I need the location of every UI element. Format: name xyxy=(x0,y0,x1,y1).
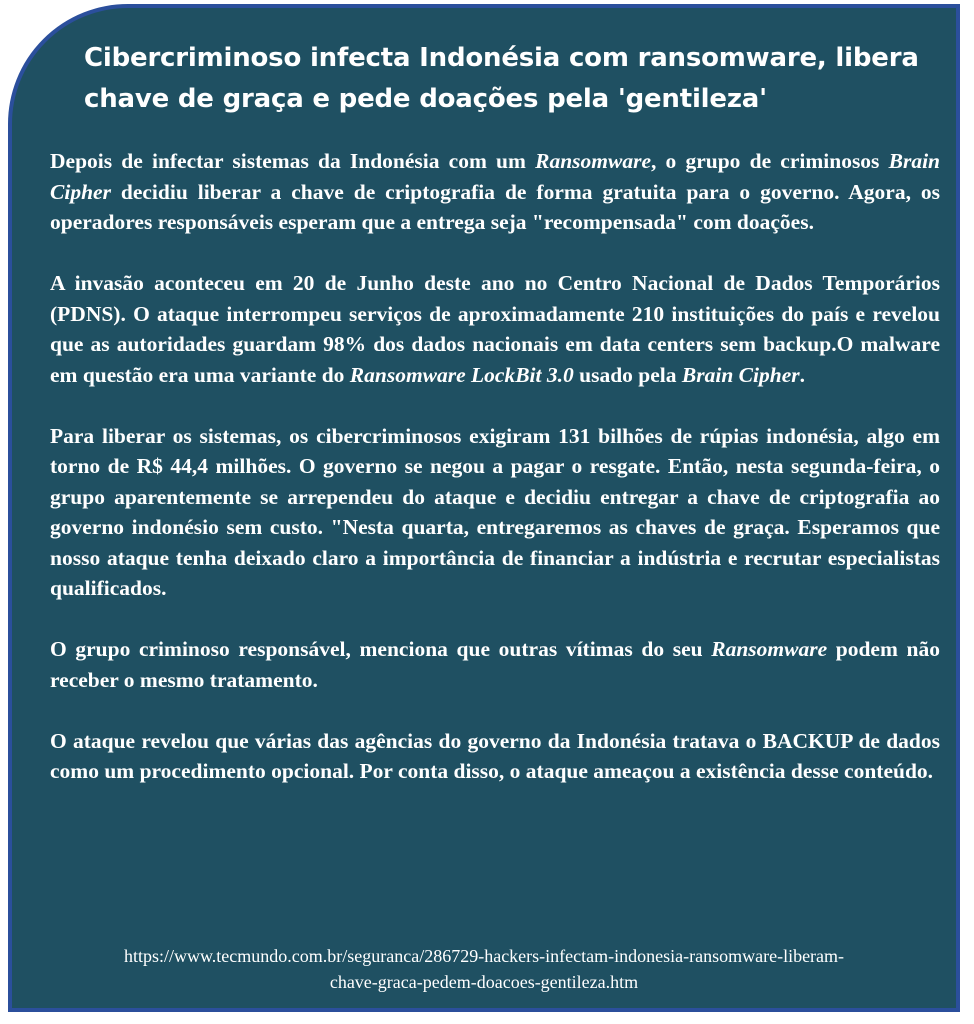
paragraph-1-emphasis-brain-cipher: Brain Cipher xyxy=(50,149,940,204)
paragraph-5: O ataque revelou que várias das agências do governo da Indonésia tratava o BACKUP de dados como um procedimento opcional. Por conta disso, o ataque ameaçou a existência desse conteúdo. xyxy=(50,728,940,783)
paragraph-1-text-c: , o grupo de criminosos xyxy=(651,149,889,173)
paragraph-2-text-c: usado pela xyxy=(573,362,682,387)
paragraph-1-text-e: decidiu liberar a chave de criptografia de forma gratuita para o governo. Agora, os operadores responsáveis esperam que a entrega seja "recompensada" com doações. xyxy=(50,179,940,234)
paragraph-2-emphasis-lockbit: Ransomware LockBit 3.0 xyxy=(349,362,574,387)
paragraph-2-text-e: . xyxy=(799,362,805,387)
paragraph-4-emphasis-ransomware: Ransomware xyxy=(711,637,828,661)
article-body xyxy=(50,146,940,817)
source-link[interactable] xyxy=(12,943,956,995)
paragraph-3: Para liberar os sistemas, os cibercriminosos exigiram 131 bilhões de rúpias indonésia, algo em torno de R$ 44,4 milhões. O governo se negou a pagar o resgate. Então, nesta segunda-feira, o grupo aparentemente se arrependeu do ataque e decidiu entregar a chave de criptografia ao governo indonésio sem custo. "Nesta quarta, entregaremos as chaves de graça. Esperamos que nosso ataque tenha deixado claro a importância de financiar a indústria e recrutar especialistas qualificados. xyxy=(50,423,940,600)
paragraph-4 xyxy=(50,634,940,695)
paragraph-4-text-c: podem não receber o mesmo tratamento. xyxy=(50,637,940,692)
paragraph-2-emphasis-brain-cipher: Brain Cipher xyxy=(681,362,800,387)
source-link-line-1[interactable]: https://www.tecmundo.com.br/seguranca/286729-hackers-infectam-indonesia-ransomware-liberam- xyxy=(123,946,845,966)
paragraph-1 xyxy=(50,146,940,238)
paragraph-1-text-a: Depois de infectar sistemas da Indonésia com um xyxy=(50,149,536,173)
source-link-line-2[interactable]: chave-graca-pedem-doacoes-gentileza.htm xyxy=(329,972,639,992)
paragraph-4-text-a: O grupo criminoso responsável, menciona que outras vítimas do seu xyxy=(50,637,712,661)
paragraph-2-text-a: A invasão aconteceu em 20 de Junho deste ano no Centro Nacional de Dados Temporários (PDNS). O ataque interrompeu serviços de aproximadamente 210 instituições do país e revelou que as autoridades guardam 98% dos dados nacionais em data centers sem backup.O malware em questão era uma variante do xyxy=(50,271,940,387)
paragraph-2 xyxy=(50,268,940,390)
article-title: Cibercriminoso infecta Indonésia com ransomware, libera chave de graça e pede doações pela 'gentileza' xyxy=(84,43,919,114)
paragraph-1-emphasis-ransomware: Ransomware xyxy=(535,149,651,173)
article-card xyxy=(8,4,960,1012)
